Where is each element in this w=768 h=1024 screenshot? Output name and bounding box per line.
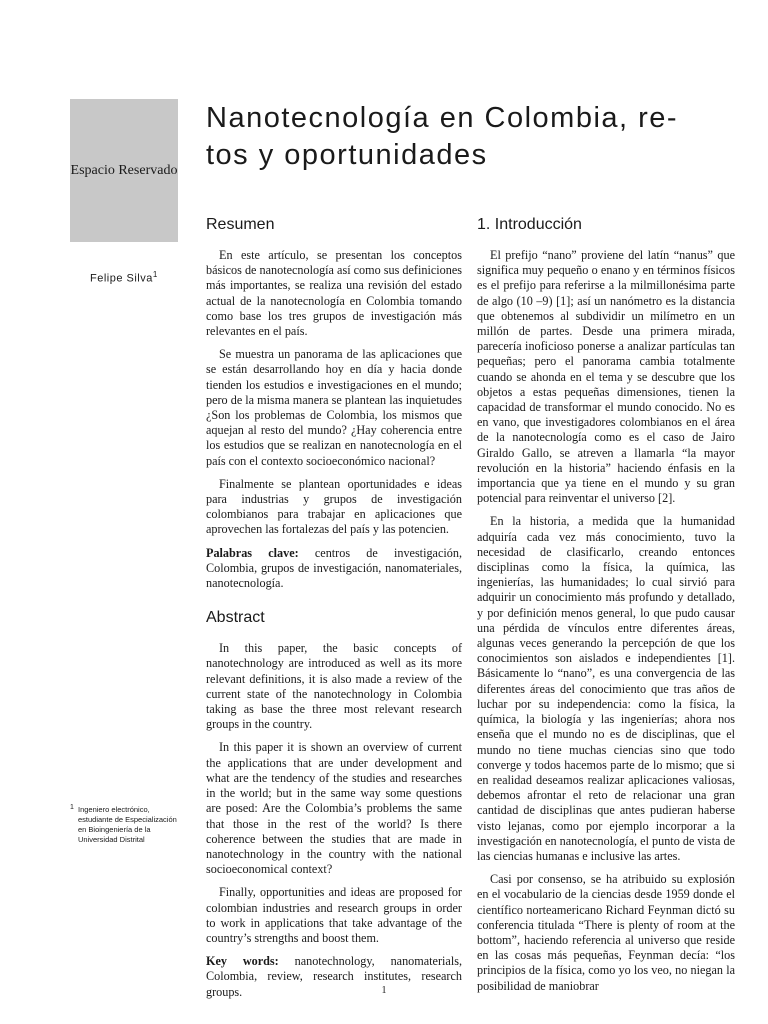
- author-footnote-mark: 1: [152, 270, 158, 279]
- resumen-paragraph: En este artículo, se presentan los conceptos básicos de nanotecnología así como sus definiciones más importantes, se realiza una revisión del estado actual de la nanotecnología en Colombia tomando como base los tres grupos de investigación más relevantes en el país.: [206, 248, 462, 339]
- palabras-clave: [206, 546, 462, 592]
- page-number: 1: [381, 985, 387, 996]
- resumen-paragraph: Finalmente se plantean oportunidades e ideas para industrias y grupos de investigación colombianos para trabajar en aplicaciones que aprovechen las fortalezas del país y las potencien.: [206, 476, 462, 537]
- abstract-heading: Abstract: [206, 609, 265, 627]
- introduccion-paragraph: En la historia, a medida que la humanidad adquiría cada vez más conocimiento, tuvo la necesidad de clasificarlo, creando entonces disciplinas como la física, la química, las ingenierías, las humanidades; lo cual sirvió para adquirir un conocimiento más profundo y detallado, y por definición menos general, lo que pudo causar una pérdida de vínculos entre diferentes áreas, algunas veces generando la percepción de que los conocimientos son aislados e independientes [1]. Básicamente lo “nano”, es una convergencia de las diferentes áreas del conocimiento que tras años de luchar por su independencia: como la física, la química, la biología y las ingenierías; ahora nos enseña que el mundo no es de disciplinas, que el mundo no tiene muchas ciencias sino que todo converge y todos hacemos parte de lo mismo; que si en realidad deseamos realizar aplicaciones valiosas, debemos afrontar el reto de relacionar una gran cantidad de disciplinas que antes pudieran haberse visto lejanas, como por ejemplo incorporar a la investigación en nanotecnología, el punto de vista de las ciencias humanas e inclusive las artes.: [477, 514, 735, 863]
- key-words-label: Key words:: [206, 954, 279, 969]
- abstract-paragraph: In this paper it is shown an overview of current the applications that are under development and what are the tendency of the studies and researches in the world; but in the same way some questions are posed: Are the Colombia’s problems the same that those in the rest of the world? Is there coherence between the studies that are made in nanotechnology in the country with the national socioeconomical context?: [206, 740, 462, 877]
- footnote-text: Ingeniero electrónico, estudiante de Especialización en Bioingeniería de la Universidad Distrital: [78, 805, 177, 844]
- footnote: [70, 805, 182, 845]
- right-column: [477, 212, 735, 1002]
- introduccion-paragraph: El prefijo “nano” proviene del latín “nanus” que significa muy pequeño o enano y en términos físicos es el prefijo para referirse a la milmillonésima parte de algo (10 –9) [1]; así un nanómetro es la distancia que obtenemos al subdividir un milímetro en un millón de partes. Desde una primera mirada, parecería inoficioso ponerse a analizar partículas tan pequeñas; pero el panorama cambia totalmente cuando se ahonda en el tema y se descubre que los objetos a estas pequeñas dimensiones, tienen la capacidad de transformar el mundo conocido. No es en vano, que investigadores colombianos en el área de la nanotecnología como es el caso de Jairo Giraldo Gallo, se atreven a llamarla “la mayor revolución en la historia” haciendo énfasis en la importancia que ya tiene en el mundo y su gran potencial para reinventar el universo [2].: [477, 248, 735, 506]
- resumen-heading: Resumen: [206, 216, 275, 233]
- left-column: [206, 212, 462, 1008]
- author-name: Felipe Silva: [90, 272, 153, 285]
- abstract-paragraph: Finally, opportunities and ideas are proposed for colombian industries and research groups in order to work in applications that take advantage of the country’s strengths and boost them.: [206, 885, 462, 945]
- key-words-text: nanotechnology, nanomaterials, Colombia, review, research institutes, research groups.: [206, 954, 462, 999]
- reserved-space-label: Espacio Reservado: [70, 163, 178, 178]
- footnote-mark: 1: [70, 804, 74, 811]
- reserved-space-box: [70, 99, 178, 242]
- author: [90, 270, 158, 285]
- palabras-clave-label: Palabras clave:: [206, 545, 299, 560]
- paper-title: Nanotecnología en Colombia, re-tos y oportunidades: [206, 102, 679, 171]
- resumen-paragraph: Se muestra un panorama de las aplicaciones que se están desarrollando hoy en día y hacia donde tienden los estudios e investigaciones en el mundo; pero de la misma manera se plantean las inquietudes ¿Son los problemas de Colombia, los mismos que aquejan al resto del mundo? ¿Hay coherencia entre los estudios que se realizan en nanotecnología en el país con el contexto socioeconómico nacional?: [206, 347, 462, 468]
- abstract-paragraph: In this paper, the basic concepts of nanotechnology are introduced as well as its more relevant definitions, it is also made a review of the current state of the nanotechnology in Colombia taking as base the three most relevant research groups in the country.: [206, 641, 462, 732]
- introduccion-heading: 1. Introducción: [477, 216, 582, 233]
- introduccion-paragraph: Casi por consenso, se ha atribuido su explosión en el vocabulario de la ciencias desde 1959 donde el científico norteamericano Richard Feynman dictó su conferencia titulada “There is plenty of room at the bottom”, haciendo referencia al universo que reside en las cosas más pequeñas, Feynman decía: “los principios de la física, como yo los veo, no niegan la posibilidad de maniobrar: [477, 872, 735, 993]
- palabras-clave-text: centros de investigación, Colombia, grupos de investigación, nanomateriales, nanotecnología.: [206, 545, 462, 591]
